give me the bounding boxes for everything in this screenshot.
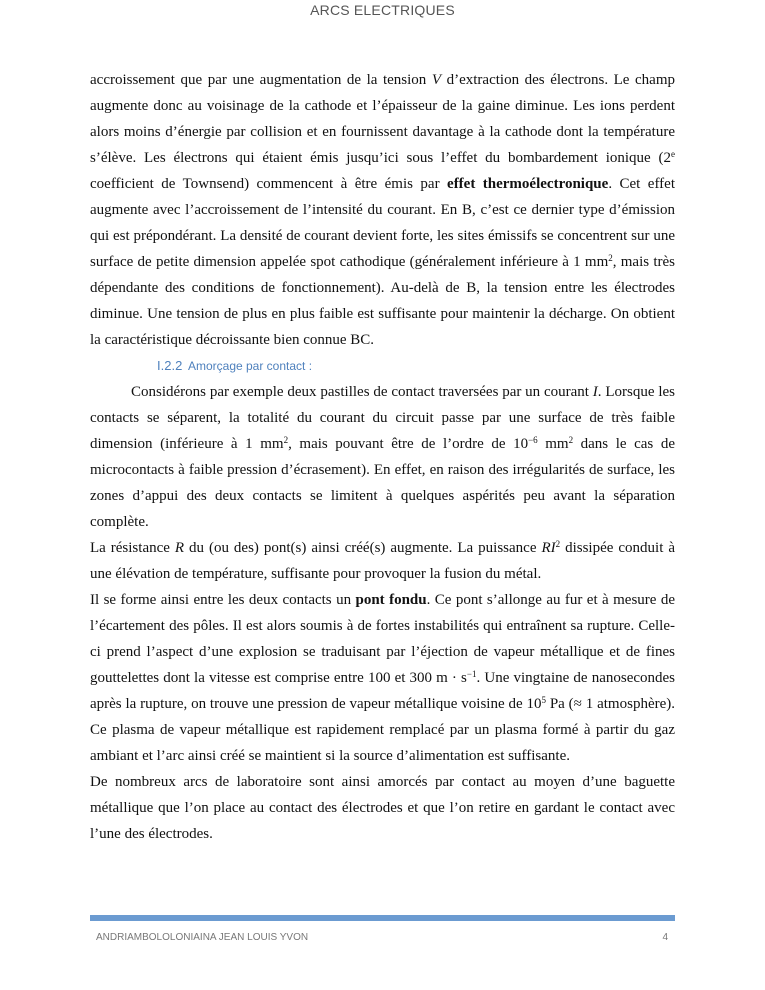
superscript: e [671, 149, 675, 159]
footer-author: ANDRIAMBOLOLONIAINA JEAN LOUIS YVON [96, 932, 309, 943]
text-run: du (ou des) pont(s) ainsi créé(s) augmente. La puissance [184, 540, 542, 556]
section-title: Amorçage par contact : [187, 359, 313, 373]
text-run: d’extraction des électrons. Le champ augmente donc au voisinage de la cathode et l’épaisseur de la gaine diminue. Les ions perdent alors moins d’énergie par collision et en fournissent davantage à la cathode dont la température s’élève. Les électrons qui étaient émis jusqu’ici sous l’effet du bombardement ionique (2 [90, 72, 676, 166]
superscript: 2 [608, 253, 613, 263]
superscript: 5 [541, 695, 546, 705]
bold-term: effet thermoélectronique [447, 176, 609, 192]
text-run: mm [537, 436, 569, 452]
superscript: 2 [568, 435, 574, 445]
paragraph-contact-separation [90, 379, 675, 535]
section-heading [90, 353, 675, 379]
document-body [90, 67, 675, 847]
superscript: −1 [466, 669, 477, 679]
text-run: Considérons par exemple deux pastilles de contact traversées par un courant [131, 384, 593, 400]
text-run: La résistance [90, 540, 175, 556]
superscript: −6 [528, 435, 538, 445]
text-run: accroissement que par une augmentation de la tension [90, 72, 432, 88]
text-run: coefficient de Townsend) commencent à être émis par [90, 176, 448, 192]
superscript: 2 [283, 435, 289, 445]
text-run: Pa (≈ 1 atmosphère). Ce plasma de vapeur métallique est rapidement remplacé par un plasma formé à partir du gaz ambiant et l’arc ainsi créé se maintient si la source d’alimentation est suffisante. [90, 696, 675, 764]
text-run: dans le cas de microcontacts à faible pression d’écrasement). En effet, en raison des irrégularités de surface, les zones d’appui des deux contacts se limitent à quelques aspérités peu avant la séparation complète. [90, 436, 675, 530]
page-header-title: ARCS ELECTRIQUES [310, 2, 455, 18]
text-run: , mais pouvant être de l’ordre de 10 [288, 436, 529, 452]
paragraph-resistance [90, 535, 675, 587]
bold-term: pont fondu [355, 592, 427, 608]
variable-ri: RI [541, 540, 556, 556]
page-number: 4 [662, 932, 668, 943]
section-number: I.2.2 [157, 358, 183, 373]
text-run: Il se forme ainsi entre les deux contacts un [90, 592, 356, 608]
superscript: 2 [555, 539, 561, 549]
variable-r: R [174, 540, 185, 556]
text-run: . Cet effet augmente avec l’accroissement de l’intensité du courant. En B, c’est ce dernier type d’émission qui est prépondérant. La densité de courant devient forte, les sites émissifs se concentrent sur une surface de petite dimension appelée spot cathodique (généralement inférieure à 1 mm [90, 176, 675, 270]
text-run: . Une vingtaine de nanosecondes après la rupture, on trouve une pression de vapeur métallique voisine de 10 [90, 670, 675, 712]
paragraph-laboratory-arcs: De nombreux arcs de laboratoire sont ainsi amorcés par contact au moyen d’une baguette métallique que l’on place au contact des électrodes et que l’on retire en gardant le contact avec l’une des électrodes. [90, 774, 675, 842]
text-run: , mais très dépendante des conditions de fonctionnement). Au-delà de B, la tension entre les électrodes diminue. Une tension de plus en plus faible est suffisante pour maintenir la décharge. On obtient la caractéristique décroissante bien connue BC. [90, 254, 675, 348]
text-run: . Lorsque les contacts se séparent, la totalité du courant du circuit passe par une surface de très faible dimension (inférieure à 1 mm [90, 384, 675, 452]
variable-i: I [592, 384, 598, 400]
paragraph-cathode-emission [90, 67, 675, 353]
text-run: . Ce pont s’allonge au fur et à mesure de l’écartement des pôles. Il est alors soumis à de fortes instabilités qui entraînent sa rupture. Celle-ci prend l’aspect d’une explosion se traduisant par l’éjection de vapeur métallique et de fines gouttelettes dont la vitesse est comprise entre 100 et 300 m · s [90, 592, 676, 686]
text-run: dissipée conduit à une élévation de température, suffisante pour provoquer la fusion du métal. [90, 540, 675, 582]
footer-rule [90, 915, 675, 921]
variable-v: V [431, 72, 442, 88]
paragraph-molten-bridge [90, 587, 675, 769]
